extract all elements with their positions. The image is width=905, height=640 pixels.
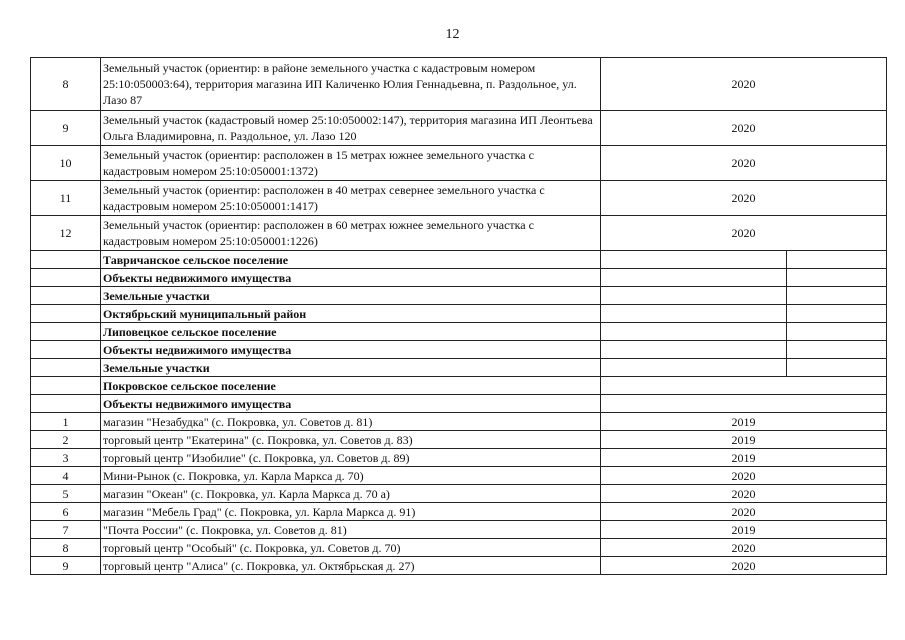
row-number: 9 bbox=[31, 111, 101, 146]
table-row bbox=[31, 485, 887, 503]
extra-cell bbox=[787, 305, 887, 323]
section-title: Объекты недвижимого имущества bbox=[101, 395, 601, 413]
object-description: торговый центр "Изобилие" (с. Покровка, ул. Советов д. 89) bbox=[101, 449, 601, 467]
section-row bbox=[31, 269, 887, 287]
row-number bbox=[31, 359, 101, 377]
table-row bbox=[31, 111, 887, 146]
registry-table bbox=[30, 57, 887, 575]
row-number bbox=[31, 305, 101, 323]
section-row bbox=[31, 377, 887, 395]
row-number bbox=[31, 251, 101, 269]
table-row bbox=[31, 431, 887, 449]
section-title: Земельные участки bbox=[101, 287, 601, 305]
row-number bbox=[31, 377, 101, 395]
row-number bbox=[31, 287, 101, 305]
section-title: Октябрьский муниципальный район bbox=[101, 305, 601, 323]
row-number: 12 bbox=[31, 216, 101, 251]
inspection-year: 2020 bbox=[601, 216, 887, 251]
row-number bbox=[31, 395, 101, 413]
extra-cell bbox=[787, 341, 887, 359]
row-number: 7 bbox=[31, 521, 101, 539]
inspection-year: 2020 bbox=[601, 557, 887, 575]
table-row bbox=[31, 146, 887, 181]
extra-cell bbox=[787, 269, 887, 287]
object-description: торговый центр "Екатерина" (с. Покровка, ул. Советов д. 83) bbox=[101, 431, 601, 449]
year-cell bbox=[601, 251, 787, 269]
year-cell bbox=[601, 287, 787, 305]
object-description: торговый центр "Особый" (с. Покровка, ул. Советов д. 70) bbox=[101, 539, 601, 557]
row-number: 5 bbox=[31, 485, 101, 503]
object-description: Земельный участок (ориентир: в районе земельного участка с кадастровым номером 25:10:050003:64), территория магазина ИП Каличенко Юлия Геннадьевна, п. Раздольное, ул. Лазо 87 bbox=[101, 58, 601, 111]
object-description: Земельный участок (ориентир: расположен в 15 метрах южнее земельного участка с кадастровым номером 25:10:050001:1372) bbox=[101, 146, 601, 181]
inspection-year: 2020 bbox=[601, 181, 887, 216]
table-row bbox=[31, 539, 887, 557]
row-number: 2 bbox=[31, 431, 101, 449]
table-row bbox=[31, 58, 887, 111]
table-row bbox=[31, 467, 887, 485]
row-number: 9 bbox=[31, 557, 101, 575]
row-number bbox=[31, 269, 101, 287]
section-row bbox=[31, 287, 887, 305]
section-row bbox=[31, 323, 887, 341]
table-row bbox=[31, 413, 887, 431]
row-number: 11 bbox=[31, 181, 101, 216]
section-title: Липовецкое сельское поселение bbox=[101, 323, 601, 341]
row-number bbox=[31, 323, 101, 341]
object-description: магазин "Океан" (с. Покровка, ул. Карла Маркса д. 70 а) bbox=[101, 485, 601, 503]
object-description: магазин "Незабудка" (с. Покровка, ул. Советов д. 81) bbox=[101, 413, 601, 431]
year-cell bbox=[601, 269, 787, 287]
section-row bbox=[31, 305, 887, 323]
table-row bbox=[31, 449, 887, 467]
row-number bbox=[31, 341, 101, 359]
object-description: "Почта России" (с. Покровка, ул. Советов д. 81) bbox=[101, 521, 601, 539]
section-row bbox=[31, 341, 887, 359]
row-number: 8 bbox=[31, 539, 101, 557]
section-title: Объекты недвижимого имущества bbox=[101, 341, 601, 359]
object-description: Земельный участок (ориентир: расположен в 60 метрах южнее земельного участка с кадастровым номером 25:10:050001:1226) bbox=[101, 216, 601, 251]
year-cell bbox=[601, 323, 787, 341]
inspection-year: 2019 bbox=[601, 449, 887, 467]
inspection-year: 2020 bbox=[601, 539, 887, 557]
year-cell bbox=[601, 395, 887, 413]
extra-cell bbox=[787, 251, 887, 269]
page-number: 12 bbox=[445, 27, 460, 42]
section-title: Покровское сельское поселение bbox=[101, 377, 601, 395]
inspection-year: 2020 bbox=[601, 467, 887, 485]
inspection-year: 2020 bbox=[601, 58, 887, 111]
section-title: Тавричанское сельское поселение bbox=[101, 251, 601, 269]
table-row bbox=[31, 216, 887, 251]
year-cell bbox=[601, 341, 787, 359]
object-description: Земельный участок (ориентир: расположен в 40 метрах севернее земельного участка с кадастровым номером 25:10:050001:1417) bbox=[101, 181, 601, 216]
year-cell bbox=[601, 377, 887, 395]
inspection-year: 2020 bbox=[601, 146, 887, 181]
year-cell bbox=[601, 359, 787, 377]
inspection-year: 2019 bbox=[601, 431, 887, 449]
table-row bbox=[31, 557, 887, 575]
inspection-year: 2020 bbox=[601, 111, 887, 146]
inspection-year: 2020 bbox=[601, 485, 887, 503]
row-number: 8 bbox=[31, 58, 101, 111]
extra-cell bbox=[787, 323, 887, 341]
section-title: Объекты недвижимого имущества bbox=[101, 269, 601, 287]
extra-cell bbox=[787, 359, 887, 377]
section-row bbox=[31, 251, 887, 269]
inspection-year: 2019 bbox=[601, 521, 887, 539]
table-row bbox=[31, 503, 887, 521]
object-description: магазин "Мебель Град" (с. Покровка, ул. Карла Маркса д. 91) bbox=[101, 503, 601, 521]
object-description: Земельный участок (кадастровый номер 25:10:050002:147), территория магазина ИП Леонтьева Ольга Владимировна, п. Раздольное, ул. Лазо 120 bbox=[101, 111, 601, 146]
section-title: Земельные участки bbox=[101, 359, 601, 377]
table-row bbox=[31, 521, 887, 539]
row-number: 4 bbox=[31, 467, 101, 485]
table-row bbox=[31, 181, 887, 216]
extra-cell bbox=[787, 287, 887, 305]
object-description: Мини-Рынок (с. Покровка, ул. Карла Маркса д. 70) bbox=[101, 467, 601, 485]
row-number: 3 bbox=[31, 449, 101, 467]
year-cell bbox=[601, 305, 787, 323]
object-description: торговый центр "Алиса" (с. Покровка, ул. Октябрьская д. 27) bbox=[101, 557, 601, 575]
row-number: 10 bbox=[31, 146, 101, 181]
inspection-year: 2020 bbox=[601, 503, 887, 521]
row-number: 6 bbox=[31, 503, 101, 521]
inspection-year: 2019 bbox=[601, 413, 887, 431]
row-number: 1 bbox=[31, 413, 101, 431]
section-row bbox=[31, 395, 887, 413]
section-row bbox=[31, 359, 887, 377]
